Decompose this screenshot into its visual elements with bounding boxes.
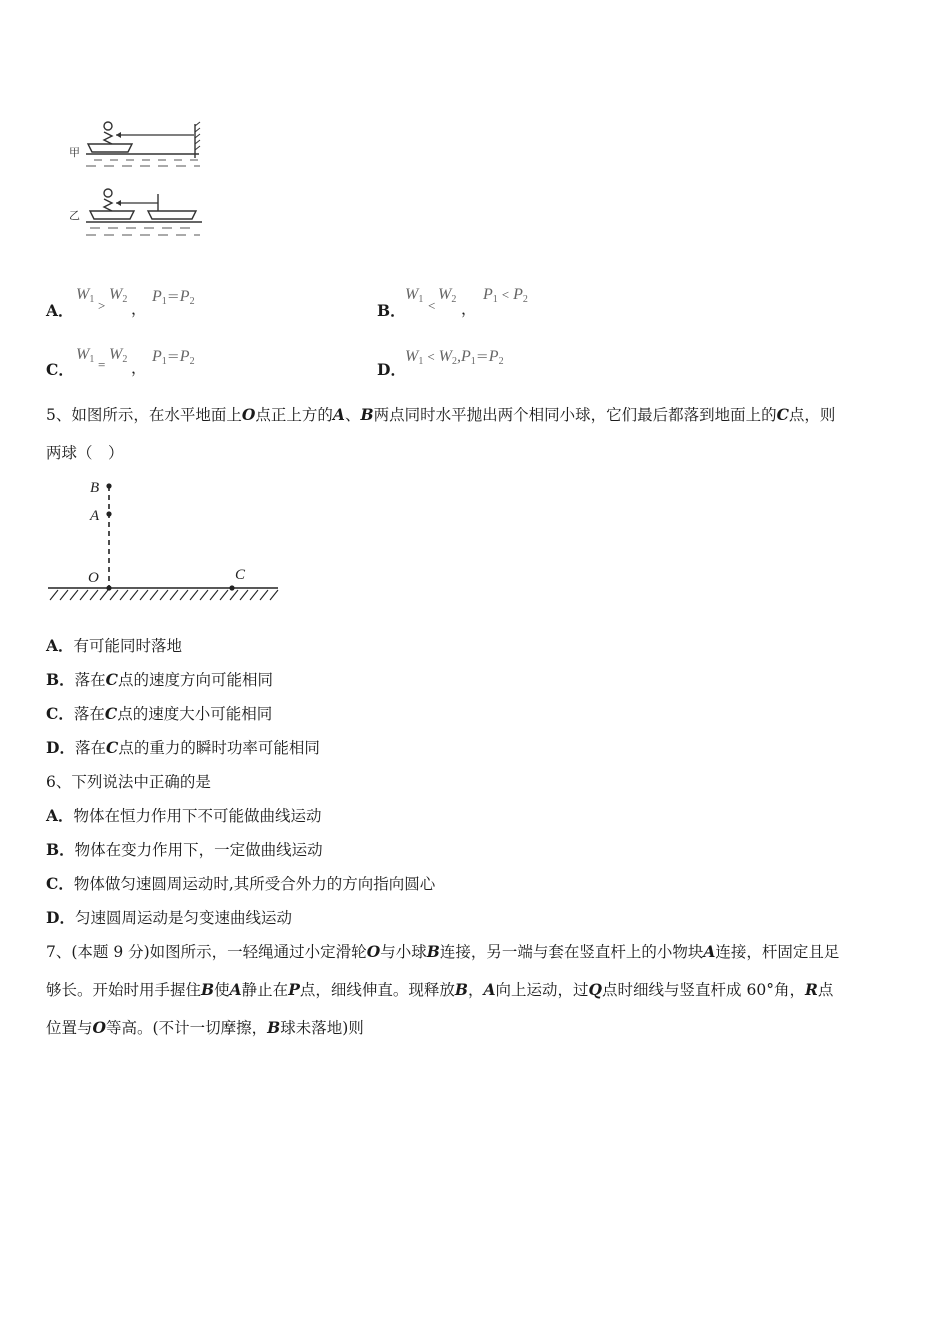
person-head [104,189,112,197]
q5-option-a[interactable]: A．有可能同时落地 [46,636,183,655]
formula-w2: $W_2$ [109,286,128,305]
option-letter: D． [377,360,406,379]
person-body [104,132,112,144]
q5-stem-line1: 5、如图所示，在水平地面上O点正上方的A、B两点同时水平抛出两个相同小球，它们最后都落到地面上的C点，则 [46,405,836,424]
formula-p: $P_1=P_2$ [152,288,195,307]
label-c: C [235,567,246,583]
option-letter: B． [377,301,406,320]
option-letter: A． [46,301,74,320]
q7-stem-line1: 7、(本题 9 分)如图所示，一轻绳通过小定滑轮O与小球B连接，另一端与套在竖直杆上的小物块A连接，杆固定且足 [46,942,840,961]
formula-p: $P_1=P_2$ [152,348,195,367]
separator: ， [131,300,147,318]
q6-option-d[interactable]: D．匀速圆周运动是匀变速曲线运动 [46,908,292,927]
person-head [104,122,112,130]
boats-diagram [64,118,214,244]
q5-option-d[interactable]: D．落在C点的重力的瞬时功率可能相同 [46,738,320,757]
relation: > [98,298,106,313]
rope-arrow [116,132,121,138]
point-a [106,511,111,516]
boat-jia [88,144,132,152]
separator: ， [461,300,477,318]
q6-option-a[interactable]: A．物体在恒力作用下不可能做曲线运动 [46,806,322,825]
label-jia: 甲 [69,147,80,159]
formula-w2: $W_2$ [109,346,128,365]
wall-hatch [195,122,200,150]
q5-option-b[interactable]: B．落在C点的速度方向可能相同 [46,670,273,689]
label-b: B [90,480,100,496]
label-a: A [90,508,100,524]
formula-wp: $W_1 < W_2,P_1=P_2$ [405,348,504,367]
q7-stem-line3: 位置与O等高。(不计一切摩擦，B球未落地)则 [46,1018,364,1037]
rope-arrow [116,200,121,206]
formula-w2: $W_2$ [438,286,457,305]
separator: ， [131,359,147,377]
q7-stem-line2: 够长。开始时用手握住B使A静止在P点，细线伸直。现释放B，A向上运动，过Q点时细线与竖直杆成 60°角，R点 [46,980,834,999]
point-b [106,483,111,488]
formula-p: $P_1 < P_2$ [483,286,528,305]
formula-w1: $W_1$ [76,346,95,365]
q5-stem-line2: 两球（ ） [46,444,124,462]
relation: < [428,298,436,313]
boat-yi-right [148,211,196,219]
formula-w1: $W_1$ [405,286,424,305]
q6-stem: 6、下列说法中正确的是 [46,773,211,791]
label-o: O [88,570,99,586]
boats-figure [64,118,214,244]
ground-hatch [50,590,278,600]
q5-option-c[interactable]: C．落在C点的速度大小可能相同 [46,704,273,723]
boat-yi-left [90,211,134,219]
relation: = [98,357,106,372]
q6-option-c[interactable]: C．物体做匀速圆周运动时,其所受合外力的方向指向圆心 [46,874,436,893]
projectile-figure [44,474,284,606]
option-letter: C． [46,360,74,379]
formula-w1: $W_1$ [76,286,95,305]
projectile-diagram [44,474,284,606]
q6-option-b[interactable]: B．物体在变力作用下，一定做曲线运动 [46,840,323,859]
person-body [104,199,112,211]
label-yi: 乙 [69,210,80,222]
